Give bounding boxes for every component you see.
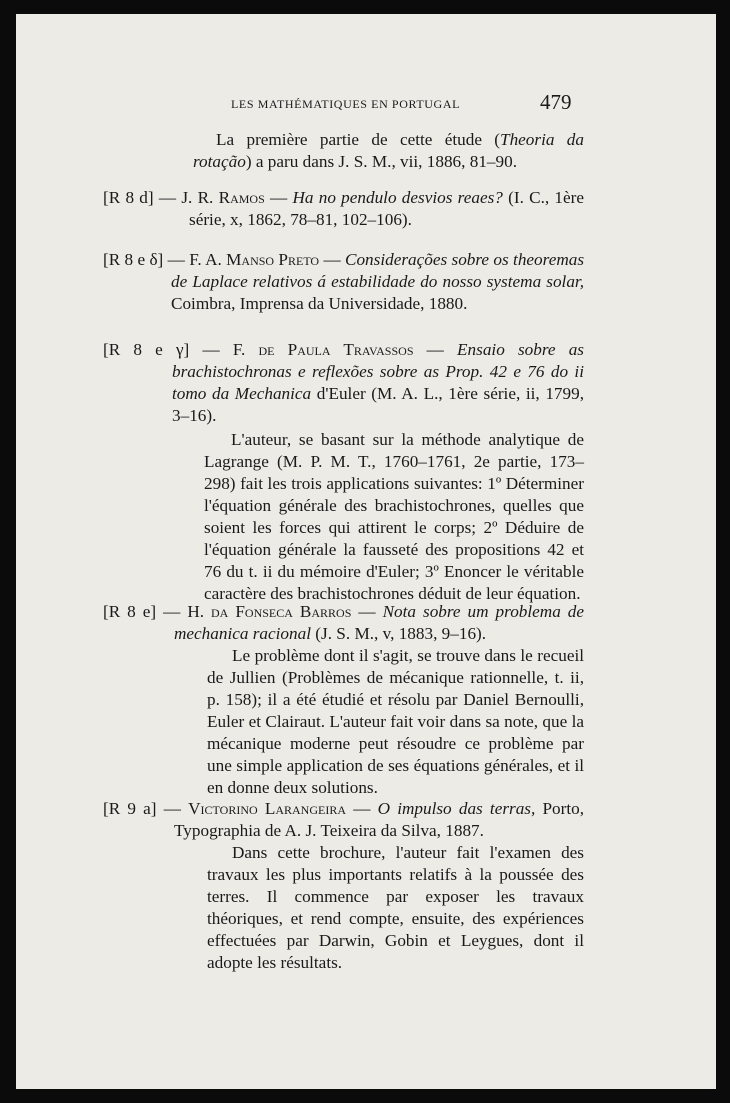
entry-code: [R 8 d] <box>103 188 154 207</box>
bibliography-entry: [R 8 e δ] — F. A. Manso Preto — Considerações sobre os theoremas de Laplace relativos á estabilidade do nosso systema solar, Coimbra, Imprensa da Universidade, 1880. <box>103 250 585 313</box>
entry-title: O impulso das terras, <box>377 799 536 818</box>
entry-code: [R 8 e δ] <box>103 250 164 269</box>
entry-title: Considerações sobre os theoremas de Laplace relativos á estabilidade do nosso systema solar, <box>171 250 585 291</box>
intro-paragraph: La première partie de cette étude (Theoria da rotação) a paru dans J. S. M., vii, 1886, 81–90. <box>193 130 584 171</box>
entry-author: F. A. Manso Preto <box>189 250 320 269</box>
entry-citation: (J. S. M., v, 1883, 9–16). <box>311 624 487 643</box>
bibliography-entry: [R 8 e γ] — F. de Paula Travassos — Ensaio sobre as brachistochronas e reflexões sobre as Prop. 42 e 76 do ii tomo da Mechanica d'Euler (M. A. L., 1ère série, ii, 1799, 3–16). L'auteur, se basant sur la méthode analytique de Lagrange (M. P. M. T., 1760–1761, 2e partie, 173–298) fait les trois applications suivantes: 1º Déterminer l'équation générale des brachistochrones, quelles que soient les forces qui attirent le corps; 2º Déduire de l'équation générale la fausseté des propositions 42 et 76 du t. ii du mémoire d'Euler; 3º Enoncer le véritable caractère des brachistochrones déduit de leur équation. <box>103 340 584 603</box>
entry-citation: Coimbra, Imprensa da Universidade, 1880. <box>171 294 468 313</box>
entry-author: H. da Fonseca Barros <box>187 602 352 621</box>
entry-code: [R 9 a] <box>103 799 157 818</box>
entry-code: [R 8 e] <box>103 602 157 621</box>
entry-citation: Porto, Typographia de A. J. Teixeira da Silva, 1887. <box>174 799 585 840</box>
entry-title: Ensaio sobre as brachistochronas e reflexões sobre as Prop. 42 e 76 do ii tomo da Mechanica <box>172 340 584 403</box>
entry-author: F. de Paula Travassos <box>232 340 414 359</box>
entry-author: Victorino Larangeira <box>188 799 347 818</box>
entry-summary: Dans cette brochure, l'auteur fait l'examen des travaux les plus importants relatifs à la poussée des terres. Il commence par exposer les travaux théoriques, et rend compte, ensuite, des expériences effectuées par Darwin, Gobin et Leygues, dont il adopte les résultats. <box>207 843 584 972</box>
bibliography-entry: [R 8 d] — J. R. Ramos — Ha no pendulo desvios reaes? (I. C., 1ère série, x, 1862, 78–81, 102–106). <box>103 188 585 229</box>
book-page <box>16 14 716 1089</box>
bibliography-entry: [R 8 e] — H. da Fonseca Barros — Nota sobre um problema de mechanica racional (J. S. M., v, 1883, 9–16). Le problème dont il s'agit, se trouve dans le recueil de Jullien (Problèmes de mécanique rationnelle, t. ii, p. 158); il a été étudié et résolu par Daniel Bernoulli, Euler et Clairaut. L'auteur fait voir dans sa note, que la mécanique moderne peut résoudre ce problème par une simple application de ses équations générales, et il en donne deux solutions. <box>103 602 585 797</box>
entry-author: J. R. Ramos <box>181 188 265 207</box>
intro-title: Theoria da rotação <box>193 130 584 171</box>
entry-code: [R 8 e γ] <box>103 340 190 359</box>
running-title: LES MATHÉMATIQUES EN PORTUGAL <box>231 97 461 111</box>
entry-title: Ha no pendulo desvios reaes? <box>292 188 503 207</box>
entry-citation: d'Euler (M. A. L., 1ère série, ii, 1799, 3–16). <box>172 384 584 425</box>
bibliography-entry: [R 9 a] — Victorino Larangeira — O impulso das terras, Porto, Typographia de A. J. Teixeira da Silva, 1887. Dans cette brochure, l'auteur fait l'examen des travaux les plus importants relatifs à la poussée des terres. Il commence par exposer les travaux théoriques, et rend compte, ensuite, des expériences effectuées par Darwin, Gobin et Leygues, dont il adopte les résultats. <box>103 799 585 972</box>
entry-summary: L'auteur, se basant sur la méthode analytique de Lagrange (M. P. M. T., 1760–1761, 2e partie, 173–298) fait les trois applications suivantes: 1º Déterminer l'équation générale des brachistochrones, quelles que soient les forces qui attirent le corps; 2º Déduire de l'équation générale la fausseté des propositions 42 et 76 du t. ii du mémoire d'Euler; 3º Enoncer le véritable caractère des brachistochrones déduit de leur équation. <box>204 430 584 603</box>
page-number: 479 <box>540 90 572 114</box>
entry-citation: (I. C., 1ère série, x, 1862, 78–81, 102–106). <box>189 188 585 229</box>
entry-summary: Le problème dont il s'agit, se trouve dans le recueil de Jullien (Problèmes de mécanique rationnelle, t. ii, p. 158); il a été étudié et résolu par Daniel Bernoulli, Euler et Clairaut. L'auteur fait voir dans sa note, que la mécanique moderne peut résoudre ce problème par une simple application de ses équations générales, et il en donne deux solutions. <box>207 646 584 797</box>
entry-title: Nota sobre um problema de mechanica racional <box>174 602 585 643</box>
page-header <box>16 90 716 120</box>
